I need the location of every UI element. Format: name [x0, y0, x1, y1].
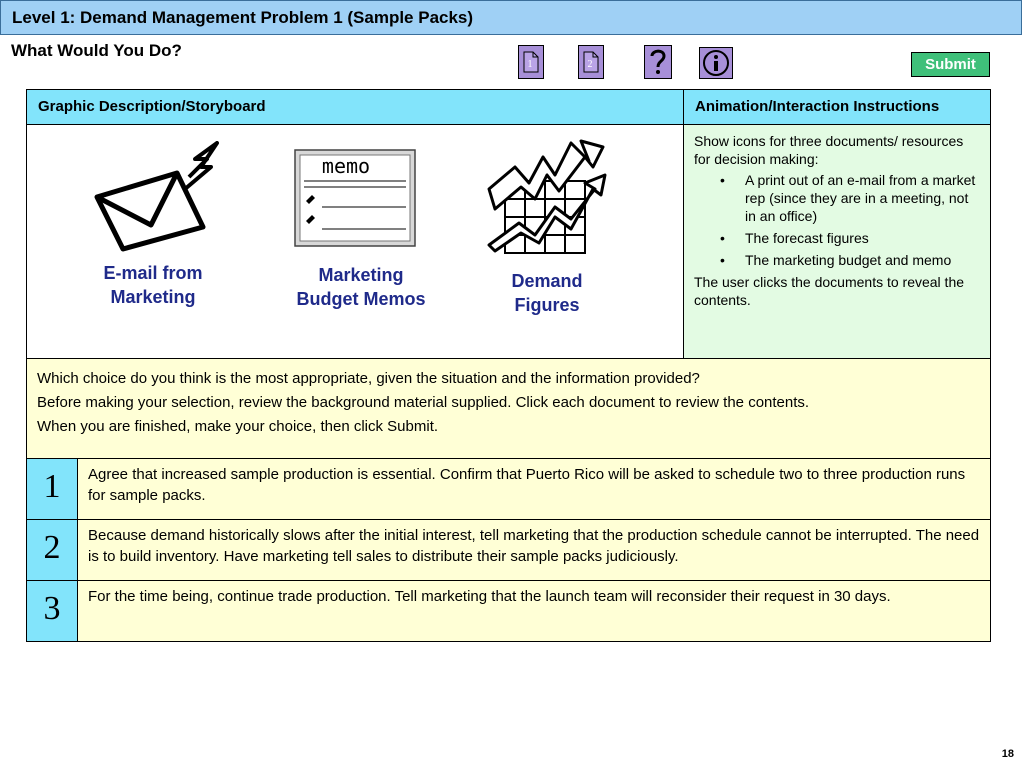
submit-button[interactable]: Submit — [911, 52, 990, 77]
option-text: Agree that increased sample production is essential. Confirm that Puerto Rico will be asked to schedule two to three production runs for sample packs. — [88, 466, 966, 504]
option-1-choice[interactable] — [77, 458, 991, 520]
email-document[interactable] — [93, 141, 219, 253]
info-button[interactable] — [699, 47, 733, 79]
option-text: For the time being, continue trade production. Tell marketing that the launch team will reconsider their request in 30 days. — [88, 588, 891, 605]
question-mark-icon — [647, 47, 669, 77]
page-title: Level 1: Demand Management Problem 1 (Sample Packs) — [12, 8, 474, 27]
storyboard-panel — [26, 124, 684, 359]
option-1-number[interactable]: 1 — [26, 458, 78, 520]
option-3-number[interactable]: 3 — [26, 580, 78, 642]
option-2-choice[interactable] — [77, 519, 991, 581]
email-label: E-mail from Marketing — [103, 263, 203, 307]
memo-document[interactable] — [294, 149, 418, 249]
list-item: • The marketing budget and memo — [720, 252, 952, 268]
svg-text:memo: memo — [321, 154, 371, 178]
demand-document[interactable] — [485, 137, 611, 259]
instructions-header: Animation/Interaction Instructions — [683, 89, 991, 125]
instructions-panel — [683, 124, 991, 359]
instructions-list — [694, 171, 980, 269]
instructions-outro: The user clicks the documents to reveal the contents. — [694, 274, 965, 308]
info-icon — [701, 49, 731, 77]
document-2-button[interactable] — [578, 45, 604, 79]
title-bar — [0, 0, 1022, 35]
question-line: Which choice do you think is the most appropriate, given the situation and the information provided? — [37, 370, 700, 387]
list-item: • A print out of an e-mail from a market rep (since they are in a meeting, not in an office) — [720, 172, 976, 224]
demand-label: Demand Figures — [511, 271, 583, 315]
list-item: • The forecast figures — [720, 230, 869, 246]
memo-icon — [294, 149, 418, 249]
option-2-number[interactable]: 2 — [26, 519, 78, 581]
option-text: Because demand historically slows after the initial interest, tell marketing that the production schedule cannot be interrupted. The need is to build inventory. Have marketing tell sales to distribute their sample packs judiciously. — [88, 527, 980, 565]
document-icon — [523, 51, 539, 73]
email-envelope-icon — [93, 141, 219, 253]
page-number: 18 — [1001, 748, 1014, 760]
page-subtitle: What Would You Do? — [11, 41, 182, 60]
svg-text:2: 2 — [587, 59, 593, 70]
svg-text:1: 1 — [527, 59, 533, 70]
document-1-button[interactable] — [518, 45, 544, 79]
help-button[interactable] — [644, 45, 672, 79]
demand-chart-icon — [485, 137, 611, 259]
question-panel — [26, 358, 991, 459]
memo-label: Marketing Budget Memos — [296, 265, 426, 309]
document-icon — [583, 51, 599, 73]
question-line: When you are finished, make your choice, then click Submit. — [37, 418, 439, 435]
storyboard-header: Graphic Description/Storyboard — [26, 89, 684, 125]
option-3-choice[interactable] — [77, 580, 991, 642]
instructions-intro: Show icons for three documents/ resources for decision making: — [694, 133, 964, 167]
question-line: Before making your selection, review the background material supplied. Click each document to review the contents. — [37, 394, 810, 411]
